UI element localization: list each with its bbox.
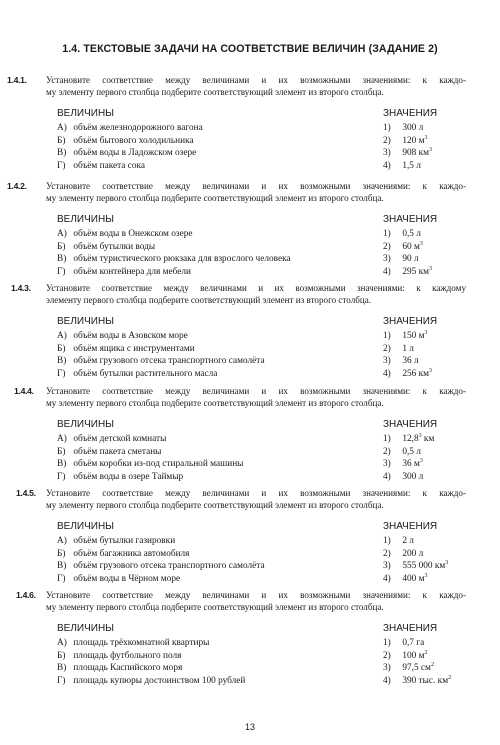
- value-number: 2): [383, 446, 391, 457]
- value-text: 12,8: [402, 434, 419, 444]
- item-text: объём железнодорожного вагона: [73, 123, 203, 133]
- value-item: [383, 471, 473, 484]
- value-exponent: 3: [419, 240, 423, 247]
- value-text: 60 м: [402, 241, 420, 252]
- item-letter: Б): [57, 650, 66, 661]
- item-text: объём бутылки газировки: [73, 536, 176, 546]
- item-letter: Г): [57, 574, 66, 585]
- value-number: 4): [383, 267, 391, 278]
- value-number: 1): [383, 536, 391, 546]
- item-letter: Б): [57, 548, 66, 559]
- quantity-item: [57, 135, 277, 148]
- task-prompt: [46, 385, 466, 409]
- value-item: [383, 535, 473, 548]
- value-number: 1): [383, 434, 391, 444]
- item-letter: Б): [57, 343, 66, 354]
- task-prompt: [46, 180, 466, 204]
- item-text: объём бытового холодильника: [73, 135, 194, 146]
- item-letter: Г): [57, 369, 66, 380]
- values-header: ЗНАЧЕНИЯ: [383, 316, 438, 327]
- value-number: 1): [383, 123, 391, 133]
- value-item: [383, 160, 473, 173]
- value-number: 4): [383, 676, 391, 687]
- value-item: [383, 368, 473, 381]
- quantity-item: [57, 253, 291, 266]
- item-letter: В): [57, 663, 67, 674]
- item-text: площадь трёхкомнатной квартиры: [73, 638, 210, 648]
- task-number: 1.4.3.: [11, 283, 31, 293]
- value-number: 3): [383, 663, 391, 674]
- values-header: ЗНАЧЕНИЯ: [383, 108, 438, 119]
- value-text: 1,5 л: [402, 161, 421, 172]
- task-prompt-line: Установите соответствие между величинами и их возможными значениями: к каждо-: [46, 75, 466, 85]
- task-prompt-line: Установите соответствие между величинами и их возможными значениями: к каждо-: [46, 386, 466, 396]
- value-item: [383, 573, 473, 586]
- quantity-item: [57, 241, 277, 254]
- value-item: [383, 355, 473, 368]
- value-number: 4): [383, 369, 391, 380]
- item-letter: А): [57, 229, 67, 239]
- quantities-list: [57, 228, 291, 279]
- value-text: 390 тыс. км: [402, 676, 449, 687]
- value-item: [383, 637, 473, 650]
- task-prompt-line: му элементу первого столбца подберите соответствующий элемент из второго столбца.: [46, 398, 384, 408]
- item-letter: Г): [57, 267, 66, 278]
- item-letter: А): [57, 123, 67, 133]
- task-prompt-line: му элементу первого столбца подберите соответствующий элемент из второго столбца.: [46, 500, 384, 510]
- value-text: 2 л: [402, 536, 414, 546]
- value-number: 1): [383, 229, 391, 239]
- task-number: 1.4.5.: [16, 488, 36, 498]
- value-exponent: 3: [424, 329, 428, 336]
- value-text: 0,5 л: [402, 446, 421, 457]
- quantity-item: [57, 368, 277, 381]
- values-header: ЗНАЧЕНИЯ: [383, 419, 438, 430]
- section-heading: 1.4. ТЕКСТОВЫЕ ЗАДАЧИ НА СООТВЕТСТВИЕ ВЕЛИЧИН (ЗАДАНИЕ 2): [62, 43, 438, 55]
- item-text: площадь Каспийского моря: [73, 663, 183, 674]
- item-text: объём контейнера для мебели: [73, 267, 191, 278]
- value-item: [383, 560, 473, 573]
- value-text: 90 л: [402, 254, 419, 265]
- value-item: [383, 122, 473, 135]
- quantity-item: [57, 355, 277, 368]
- value-item: [383, 241, 473, 254]
- item-text: объём ящика с инструментами: [73, 343, 195, 354]
- quantities-header: ВЕЛИЧИНЫ: [57, 419, 115, 430]
- quantities-list: [57, 637, 277, 688]
- values-header: ЗНАЧЕНИЯ: [383, 214, 438, 225]
- value-number: 2): [383, 343, 391, 354]
- value-text: 908 км: [402, 148, 429, 159]
- value-item: [383, 343, 473, 356]
- item-text: объём пакета сметаны: [73, 446, 162, 457]
- value-exponent: 3: [429, 147, 432, 154]
- task-prompt: [46, 589, 466, 613]
- quantity-item: [57, 637, 277, 650]
- item-text: объём пакета сока: [73, 161, 146, 172]
- quantity-item: [57, 433, 277, 446]
- value-number: 4): [383, 574, 391, 585]
- quantity-item: [57, 147, 277, 160]
- page-number: 13: [244, 722, 255, 732]
- task-number: 1.4.6.: [16, 590, 36, 600]
- values-header: ЗНАЧЕНИЯ: [383, 623, 438, 634]
- value-text: 256 км: [402, 369, 429, 380]
- value-number: 2): [383, 650, 391, 661]
- value-exponent: 2: [448, 674, 452, 681]
- quantity-item: [57, 548, 277, 561]
- quantity-item: [57, 122, 277, 135]
- value-exponent: 3: [418, 432, 422, 439]
- item-text: площадь футбольного поля: [73, 650, 182, 661]
- quantity-item: [57, 228, 277, 241]
- values-header: ЗНАЧЕНИЯ: [383, 521, 438, 532]
- value-text: 120 м: [402, 135, 425, 146]
- value-number: 3): [383, 561, 391, 572]
- value-item: [383, 330, 473, 343]
- quantities-header: ВЕЛИЧИНЫ: [57, 214, 115, 225]
- value-item: [383, 458, 473, 471]
- item-letter: В): [57, 254, 67, 265]
- item-letter: Б): [57, 446, 66, 457]
- values-list: [383, 330, 473, 381]
- quantity-item: [57, 471, 277, 484]
- task-prompt-line: му элементу первого столбца подберите соответствующий элемент из второго столбца.: [46, 87, 384, 97]
- task-prompt-line: Установите соответствие между величинами и их возможными значениями: к каждо-: [46, 488, 466, 498]
- value-unit: км: [421, 434, 435, 444]
- value-item: [383, 228, 473, 241]
- task-prompt-line: Установите соответствие между величинами и их возможными значениями: к каждому: [46, 283, 466, 293]
- item-text: объём воды в Азовском море: [73, 331, 188, 341]
- item-text: объём грузового отсека транспортного самолёта: [73, 356, 265, 367]
- value-number: 3): [383, 459, 391, 470]
- quantity-item: [57, 650, 277, 663]
- task-prompt: [46, 282, 466, 306]
- item-letter: В): [57, 459, 67, 470]
- task-number: 1.4.4.: [14, 386, 34, 396]
- value-exponent: 3: [419, 458, 423, 465]
- task-prompt: [46, 487, 466, 511]
- value-number: 2): [383, 241, 391, 252]
- value-item: [383, 650, 473, 663]
- value-number: 3): [383, 254, 391, 265]
- item-text: объём бутылки растительного масла: [73, 369, 218, 380]
- quantities-list: [57, 330, 277, 381]
- task-prompt-line: элементу первого столбца подберите соответствующий элемент из второго столбца.: [46, 295, 372, 305]
- item-text: объём воды в Онежском озере: [73, 229, 193, 239]
- item-letter: Г): [57, 472, 66, 483]
- quantities-list: [57, 535, 277, 586]
- quantities-header: ВЕЛИЧИНЫ: [57, 316, 115, 327]
- quantities-header: ВЕЛИЧИНЫ: [57, 623, 115, 634]
- task-prompt-line: Установите соответствие между величинами и их возможными значениями: к каждо-: [46, 590, 466, 600]
- quantities-header: ВЕЛИЧИНЫ: [57, 521, 115, 532]
- quantity-item: [57, 160, 277, 173]
- values-list: [383, 433, 473, 484]
- item-letter: А): [57, 331, 67, 341]
- task-prompt-line: Установите соответствие между величинами и их возможными значениями: к каждо-: [46, 181, 466, 191]
- item-text: объём багажника автомобиля: [73, 548, 190, 559]
- item-letter: В): [57, 148, 67, 159]
- value-item: [383, 266, 473, 279]
- value-exponent: 3: [424, 572, 428, 579]
- quantity-item: [57, 330, 277, 343]
- value-item: [383, 147, 473, 160]
- value-item: [383, 433, 473, 446]
- task-prompt: [46, 74, 466, 98]
- value-exponent: 2: [430, 662, 434, 669]
- value-exponent: 3: [429, 367, 432, 374]
- quantity-item: [57, 662, 277, 675]
- item-text: объём коробки из-под стиральной машины: [73, 459, 244, 470]
- value-exponent: 3: [429, 265, 432, 272]
- value-item: [383, 253, 473, 266]
- value-number: 1): [383, 331, 391, 341]
- item-text: площадь купюры достоинством 100 рублей: [73, 676, 246, 687]
- item-letter: Б): [57, 241, 66, 252]
- value-text: 555 000 км: [402, 561, 446, 572]
- values-list: [383, 228, 473, 279]
- item-text: объём воды в озере Таймыр: [73, 472, 184, 483]
- value-exponent: 3: [445, 560, 449, 567]
- item-letter: А): [57, 638, 67, 648]
- value-item: [383, 662, 473, 675]
- task-prompt-line: му элементу первого столбца подберите соответствующий элемент из второго столбца.: [46, 193, 384, 203]
- value-text: 0,5 л: [402, 229, 421, 239]
- item-text: объём детской комнаты: [73, 434, 167, 444]
- value-number: 2): [383, 135, 391, 146]
- item-letter: А): [57, 536, 67, 546]
- value-item: [383, 548, 473, 561]
- quantity-item: [57, 535, 277, 548]
- value-number: 4): [383, 161, 391, 172]
- task-prompt-line: му элементу первого столбца подберите соответствующий элемент из второго столбца.: [46, 602, 384, 612]
- item-text: объём воды в Ладожском озере: [73, 148, 197, 159]
- value-text: 0,7 га: [402, 638, 425, 648]
- values-list: [383, 637, 473, 688]
- value-item: [383, 446, 473, 459]
- item-letter: А): [57, 434, 67, 444]
- quantities-list: [57, 122, 277, 173]
- quantity-item: [57, 573, 277, 586]
- values-list: [383, 535, 473, 586]
- item-letter: Г): [57, 161, 66, 172]
- quantities-header: ВЕЛИЧИНЫ: [57, 108, 115, 119]
- value-number: 4): [383, 472, 391, 483]
- value-text: 295 км: [402, 267, 429, 278]
- task-number: 1.4.1.: [7, 75, 27, 85]
- value-text: 1 л: [402, 343, 414, 354]
- item-letter: В): [57, 561, 67, 572]
- value-number: 2): [383, 548, 391, 559]
- value-number: 3): [383, 148, 391, 159]
- value-text: 36 л: [402, 356, 419, 367]
- quantities-list: [57, 433, 277, 484]
- value-text: 150 м: [402, 331, 425, 341]
- value-item: [383, 135, 473, 148]
- value-text: 400 м: [402, 574, 425, 585]
- values-list: [383, 122, 473, 173]
- value-text: 100 м: [402, 650, 425, 661]
- item-text: объём грузового отсека транспортного самолёта: [73, 561, 265, 572]
- value-number: 3): [383, 356, 391, 367]
- value-exponent: 3: [424, 134, 428, 141]
- value-text: 300 л: [402, 123, 424, 133]
- quantity-item: [57, 446, 277, 459]
- item-letter: В): [57, 356, 67, 367]
- task-number: 1.4.2.: [7, 181, 27, 191]
- quantity-item: [57, 560, 277, 573]
- quantity-item: [57, 675, 277, 688]
- item-letter: Б): [57, 135, 66, 146]
- item-text: объём бутылки воды: [73, 241, 156, 252]
- value-item: [383, 675, 473, 688]
- quantity-item: [57, 343, 277, 356]
- value-text: 200 л: [402, 548, 424, 559]
- value-exponent: 2: [424, 649, 428, 656]
- item-text: объём воды в Чёрном море: [73, 574, 181, 585]
- item-text: объём туристического рюкзака для взрослого человека: [73, 254, 291, 265]
- value-text: 300 л: [402, 472, 424, 483]
- value-text: 97,5 см: [402, 663, 431, 674]
- value-text: 36 м: [402, 459, 420, 470]
- quantity-item: [57, 458, 277, 471]
- value-number: 1): [383, 638, 391, 648]
- quantity-item: [57, 266, 277, 279]
- item-letter: Г): [57, 676, 66, 687]
